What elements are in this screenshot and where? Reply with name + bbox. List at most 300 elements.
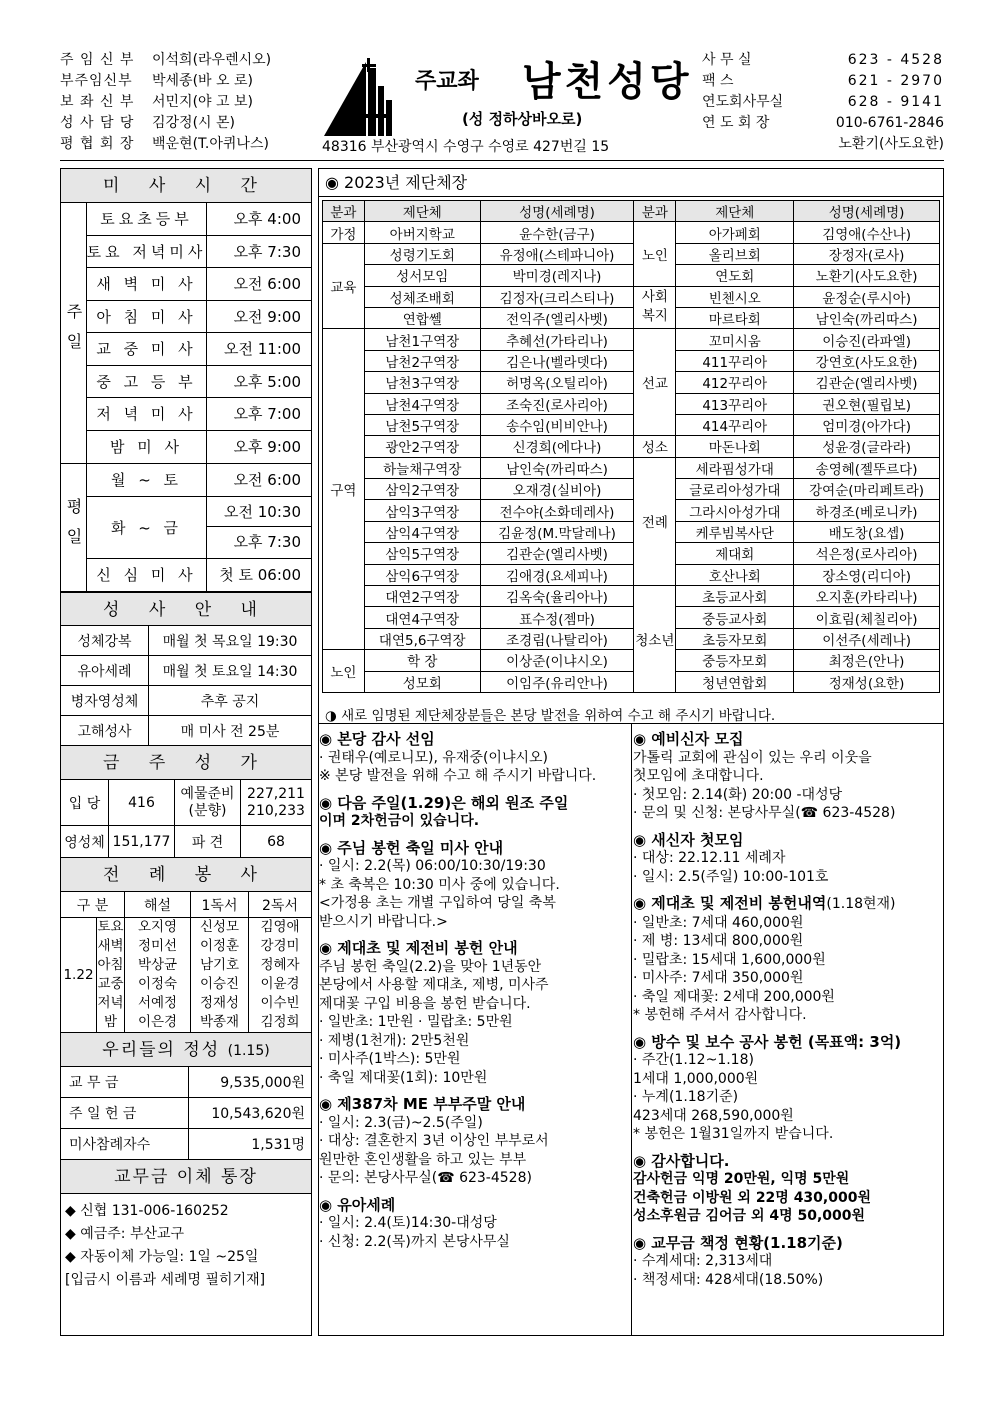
sacrament-name: 고해성사 [61, 716, 149, 745]
group-cell: 호산나회 [676, 564, 794, 585]
appointments-box [318, 168, 944, 724]
group-cell: 글로리아성가대 [676, 479, 794, 500]
leader-cell: 김애경(요세피나) [480, 564, 634, 585]
contact-value: 623 - 4528 [847, 52, 944, 68]
liturgy-cell: 강경미 [260, 938, 300, 954]
leader-cell: 김옥숙(율리아나) [480, 586, 634, 607]
leader-cell: 전수야(소화데레사) [480, 500, 634, 521]
notice-line: 감사헌금 익명 20만원, 익명 5만원 [633, 1171, 850, 1187]
liturgy-cell: 오지영 [125, 918, 191, 937]
division-cell: 선교 [634, 329, 676, 436]
notice-line: 원만한 혼인생활을 하고 있는 부부 [319, 1151, 527, 1168]
liturgy-cell: 교중 [97, 976, 124, 992]
account-line: ◆ 자동이체 가능일: 1일 ~25일 [65, 1249, 259, 1265]
mass-name: 토요 저녁미사 [87, 236, 207, 268]
leader-cell: 남인숙(까리따스) [480, 457, 634, 478]
liturgy-cell: 이수빈 [260, 995, 300, 1011]
notice-line: ※ 본당 발전을 위해 수고 해 주시기 바랍니다. [319, 768, 597, 784]
notice-heading [319, 839, 629, 858]
leader-cell: 김관순(엘리사벳) [480, 543, 634, 564]
leader-cell: 이상준(이냐시오) [480, 650, 634, 671]
donation-row [61, 1129, 311, 1160]
notice-heading [633, 1152, 945, 1171]
leader-cell: 박미경(레지나) [480, 265, 634, 286]
mass-time: 오후 7:30 [233, 242, 301, 261]
sacrament-value: 매월 첫 목요일 19:30 [162, 633, 298, 650]
group-cell: 꼬미시움 [676, 329, 794, 350]
leader-cell: 표수정(젬마) [480, 607, 634, 628]
notice-heading [633, 831, 945, 850]
sacrament-title: 성 사 안 내 [61, 592, 311, 626]
notice-heading [633, 1033, 945, 1052]
group-cell: 남천1구역장 [364, 329, 480, 350]
liturgy-cell: 정재성 [191, 994, 249, 1013]
contact-value: 628 - 9141 [847, 94, 944, 110]
donation-value: 10,543,620원 [211, 1106, 305, 1122]
sacrament-name: 병자영성체 [61, 686, 149, 715]
group-cell: 성서모임 [364, 265, 480, 286]
staff-name: 이석희(라우렌시오) [152, 52, 272, 68]
group-cell: 마돈나회 [676, 436, 794, 457]
mass-row [87, 203, 311, 236]
notice-line: · 신청: 2.2(목)까지 본당사무실 [319, 1233, 510, 1250]
liturgy-table: 1.22 토요 오지영 신성모 김영애 새벽 정미선 이정훈 강경미 아침 박상균 남기호 정혜자 교중 이정숙 이승진 이윤경 저녁 서예정 정재성 이수빈 밤 이은경 박종재 김정희 [61, 918, 311, 1033]
leader-cell: 유정애(스테파니아) [480, 243, 634, 264]
liturgy-cell: 김정희 [260, 1014, 300, 1030]
leader-cell: 남인숙(까리따스) [794, 307, 940, 328]
liturgy-title: 전 례 봉 사 [61, 858, 311, 892]
leader-cell: 노환기(사도요한) [794, 265, 940, 286]
notice-heading [319, 794, 629, 813]
notice-heading-text: ◉ 교무금 책정 현황(1.18기준) [633, 1233, 843, 1252]
group-cell: 성령기도회 [364, 243, 480, 264]
sacrament-value: 매월 첫 토요일 14:30 [162, 663, 298, 680]
group-cell: 대연4구역장 [364, 607, 480, 628]
notice-item [633, 894, 945, 1025]
header [60, 50, 944, 160]
weekday-label: 평일 [61, 464, 87, 591]
notice-heading-text: ◉ 예비신자 모집 [633, 730, 744, 748]
mass-name: 중 고 등 부 [87, 366, 207, 398]
notice-line: 본당에서 사용할 제대초, 제병, 미사주 [319, 977, 549, 993]
liturgy-cell: 새벽 [97, 938, 124, 954]
contact-value: 010-6761-2846 [835, 115, 944, 131]
mass-row [87, 268, 311, 301]
mass-row: 신 심 미 사 첫 토 06:00 [87, 559, 311, 592]
liturgy-cell: 이은경 [125, 1013, 191, 1032]
mass-row [87, 301, 311, 334]
hymn-title: 금 주 성 가 [61, 746, 311, 780]
mass-time: 오후 7:00 [233, 405, 301, 424]
division-cell: 성소 [634, 436, 676, 457]
liturgy-cell: 박종재 [191, 1013, 249, 1032]
appointments-header: 분과 [634, 201, 676, 222]
mass-name: 저 녁 미 사 [87, 398, 207, 430]
notice-line: · 대상: 22.12.11 세례자 [633, 850, 786, 866]
leader-cell: 강연호(사도요한) [794, 350, 940, 371]
group-cell: 남천2구역장 [364, 350, 480, 371]
leader-cell: 김은나(벨라뎃다) [480, 350, 634, 371]
notice-line: · 권태우(예로니모), 유재중(이냐시오) [319, 749, 548, 766]
notice-heading-text: ◉ 제대초 및 제전비 봉헌내역 [633, 894, 827, 912]
contact-label: 연 도 회 장 [702, 115, 770, 131]
group-cell: 그라시아성가대 [676, 500, 794, 521]
notice-line: · 미사주: 7세대 350,000원 [633, 970, 804, 986]
notice-heading [319, 1196, 629, 1215]
notice-line: 받으시기 바랍니다.> [319, 913, 448, 930]
staff-name: 박세종(바 오 로) [152, 73, 253, 89]
group-cell: 삼익6구역장 [364, 564, 480, 585]
notice-line: · 일반초: 1만원 · 밀랍초: 5만원 [319, 1014, 513, 1030]
leader-cell: 윤정순(루시아) [794, 286, 940, 307]
notice-item [319, 1196, 629, 1252]
account-line: ◆ 신협 131-006-160252 [65, 1203, 229, 1219]
mass-name: 토요초등부 [87, 203, 207, 235]
notice-heading-text: ◉ 유아세례 [319, 1195, 396, 1214]
sacrament-row [61, 656, 311, 686]
leader-cell: 오지훈(카타리나) [794, 586, 940, 607]
donation-title: 우리들의 정성 (1.15) [61, 1033, 311, 1067]
group-cell: 광안2구역장 [364, 436, 480, 457]
appointments-header: 성명(세례명) [794, 201, 940, 222]
group-cell: 연도회 [676, 265, 794, 286]
group-cell: 413꾸리아 [676, 393, 794, 414]
mass-name: 아 침 미 사 [87, 301, 207, 333]
notice-heading-text: ◉ 제387차 ME 부부주말 안내 [319, 1095, 526, 1113]
leader-cell: 장정자(로사) [794, 243, 940, 264]
appointments-title: ◉ 2023년 제단체장 [319, 169, 943, 197]
group-cell: 중등교사회 [676, 607, 794, 628]
staff-role: 평 협 회 장 [60, 136, 135, 152]
notice-line: · 누계(1.18기준) [633, 1089, 739, 1105]
group-cell: 남천4구역장 [364, 393, 480, 414]
appointments-note: ◑ 새로 임명된 제단체장분들은 본당 발전을 위하여 수고 해 주시기 바랍니다. [325, 708, 776, 724]
staff-name: 김강정(시 몬) [152, 115, 235, 131]
header-divider [60, 160, 944, 161]
notice-line: * 봉헌은 1월31일까지 받습니다. [633, 1126, 834, 1142]
contact-row [702, 50, 944, 71]
leader-cell: 김관순(엘리사벳) [794, 372, 940, 393]
group-cell: 삼익2구역장 [364, 479, 480, 500]
account-title: 교무금 이체 통장 [61, 1160, 311, 1194]
sacrament-value: 추후 공지 [200, 693, 260, 710]
notices-divider [631, 724, 632, 1336]
contact-label: 연도회사무실 [702, 94, 784, 110]
notice-line: 주님 봉헌 축일(2.2)을 맞아 1년동안 [319, 958, 542, 975]
leader-cell: 허명옥(오틸리아) [480, 372, 634, 393]
notice-heading-text: ◉ 방수 및 보수 공사 봉헌 (목표액: 3억) [633, 1032, 902, 1051]
staff-role: 주 임 신 부 [60, 52, 135, 68]
notice-item [633, 1234, 945, 1290]
group-cell: 하늘채구역장 [364, 457, 480, 478]
leader-cell: 오재경(실비아) [480, 479, 634, 500]
notice-heading [633, 730, 945, 749]
contact-label: 팩 스 [702, 73, 734, 89]
liturgy-cell: 남기호 [191, 956, 249, 975]
notice-line: · 일시: 2.3(금)~2.5(주일) [319, 1114, 483, 1131]
leader-cell: 석은정(로사리아) [794, 543, 940, 564]
appointments-header: 제단체 [676, 201, 794, 222]
group-cell: 마르타회 [676, 307, 794, 328]
liturgy-cell: 이윤경 [260, 976, 300, 992]
notice-item [319, 794, 629, 831]
staff-name: 서민지(야 고 보) [152, 94, 253, 110]
leader-cell: 정재성(요한) [794, 671, 940, 692]
contact-value: 621 - 2970 [847, 73, 944, 89]
division-cell: 청소년 [634, 586, 676, 693]
mass-row: 월 ~ 토 오전 6:00 [87, 464, 311, 497]
leader-cell: 조숙진(로사리아) [480, 393, 634, 414]
staff-role: 성 사 담 당 [60, 115, 135, 131]
liturgy-cell: 밤 [97, 1013, 125, 1032]
leader-cell: 이승진(라파엘) [794, 329, 940, 350]
notice-heading [319, 939, 629, 958]
staff-row [60, 71, 310, 92]
weekday-mass-block [61, 464, 311, 592]
notice-line: · 밀랍초: 15세대 1,600,000원 [633, 951, 826, 968]
group-cell: 케루빔복사단 [676, 521, 794, 542]
notice-item [319, 1095, 629, 1188]
notice-line: · 대상: 결혼한지 3년 이상인 부부로서 [319, 1133, 549, 1149]
mass-row [87, 333, 311, 366]
sacrament-row [61, 686, 311, 716]
contact-row [702, 92, 944, 113]
division-cell: 교육 [323, 243, 365, 329]
notice-heading-text: ◉ 주님 봉헌 축일 미사 안내 [319, 838, 504, 857]
notice-line: 성소후원금 김어금 외 4명 50,000원 [633, 1208, 866, 1224]
division-cell: 전례 [634, 457, 676, 585]
donation-name: 주 일 헌 금 [61, 1098, 189, 1128]
account-line: ◆ 예금주: 부산교구 [65, 1226, 185, 1242]
parish-address: 48316 부산광역시 수영구 수영로 427번길 15 [322, 139, 610, 155]
liturgy-cell: 박상균 [125, 956, 191, 975]
liturgy-header: 1독서 [191, 892, 249, 917]
sunday-mass-block [61, 203, 311, 464]
liturgy-row [97, 956, 311, 975]
appointments-header: 성명(세례명) [480, 201, 634, 222]
group-cell: 청년연합회 [676, 671, 794, 692]
staff-row [60, 92, 310, 113]
appointments-table [322, 200, 940, 693]
group-cell: 초등교사회 [676, 586, 794, 607]
left-column [60, 168, 312, 1336]
sacrament-row [61, 716, 311, 746]
mass-name: 밤 미 사 [87, 431, 207, 464]
donation-row [61, 1098, 311, 1129]
leader-cell: 김영애(수산나) [794, 222, 940, 243]
mass-row [87, 398, 311, 431]
notice-line: 423세대 268,590,000원 [633, 1107, 794, 1124]
mass-time: 오후 4:00 [233, 210, 301, 229]
liturgy-row [97, 918, 311, 937]
notice-line: · 일시: 2.4(토)14:30-대성당 [319, 1215, 497, 1231]
notice-heading [319, 730, 629, 749]
notices-right [633, 730, 945, 1297]
leader-cell: 권오현(필립보) [794, 393, 940, 414]
notice-line: 1세대 1,000,000원 [633, 1070, 759, 1087]
group-cell: 성체조배회 [364, 286, 480, 307]
group-cell: 아버지학교 [364, 222, 480, 243]
mass-row [87, 236, 311, 269]
division-cell: 노인 [323, 650, 365, 693]
notice-line: · 일시: 2.2(목) 06:00/10:30/19:30 [319, 858, 546, 874]
notice-line: · 축일 제대꽃: 2세대 200,000원 [633, 988, 835, 1005]
contact-list [702, 50, 944, 155]
group-cell: 411꾸리아 [676, 350, 794, 371]
notice-line: · 일시: 2.5(주일) 10:00-101호 [633, 868, 829, 885]
group-cell: 남천3구역장 [364, 372, 480, 393]
notice-item [633, 1152, 945, 1226]
sunday-label: 주일 [61, 203, 87, 463]
staff-list [60, 50, 310, 155]
leader-cell: 전익주(엘리사벳) [480, 307, 634, 328]
leader-cell: 장소영(리디아) [794, 564, 940, 585]
group-cell: 남천5구역장 [364, 414, 480, 435]
notice-line: 이며 2차헌금이 있습니다. [319, 813, 480, 829]
mass-row [87, 431, 311, 464]
leader-cell: 김윤정(M.막달레나) [480, 521, 634, 542]
notice-line: * 봉헌해 주셔서 감사합니다. [633, 1007, 807, 1023]
leader-cell: 강여순(마리페트라) [794, 479, 940, 500]
leader-cell: 신경희(에다나) [480, 436, 634, 457]
notice-line: · 수계세대: 2,313세대 [633, 1253, 773, 1269]
liturgy-cell: 이승진 [191, 975, 249, 994]
mass-time: 오전 11:00 [224, 340, 301, 359]
liturgy-header: 2독서 [262, 897, 298, 914]
notice-line: 가톨릭 교회에 관심이 있는 우리 이웃을 [633, 749, 872, 766]
notice-line: · 첫모임: 2.14(화) 20:00 -대성당 [633, 786, 843, 803]
notice-heading-text: ◉ 본당 감사 선임 [319, 730, 435, 748]
notice-item [319, 839, 629, 932]
liturgy-header: 해설 [125, 892, 191, 917]
group-cell: 세라핌성가대 [676, 457, 794, 478]
mass-time: 오전 6:00 [233, 275, 301, 294]
group-cell: 연합쎌 [364, 307, 480, 328]
hymn-row: 영성체 151,177 파 견 68 [61, 826, 311, 858]
division-cell: 사회 복지 [634, 286, 676, 329]
mass-name: 교 중 미 사 [87, 333, 207, 365]
parish-patron: (성 정하상바오로) [462, 110, 583, 128]
liturgy-cell: 아침 [97, 957, 124, 973]
liturgy-cell: 김영애 [260, 919, 300, 935]
group-cell: 대연5,6구역장 [364, 628, 480, 649]
notice-heading-text: ◉ 새신자 첫모임 [633, 830, 744, 849]
leader-cell: 하경조(베로니카) [794, 500, 940, 521]
leader-cell: 이임주(유리안나) [480, 671, 634, 692]
notice-heading-text: ◉ 제대초 및 제전비 봉헌 안내 [319, 939, 518, 957]
notice-heading-text: ◉ 다음 주일(1.29)은 해외 원조 주일 [319, 793, 569, 812]
group-cell: 중등자모회 [676, 650, 794, 671]
contact-label: 사 무 실 [702, 52, 752, 68]
liturgy-cell: 이정숙 [125, 975, 191, 994]
donation-row [61, 1067, 311, 1098]
leader-cell: 엄미경(아가다) [794, 414, 940, 435]
contact-row [702, 134, 944, 155]
group-cell: 삼익4구역장 [364, 521, 480, 542]
notice-line: · 제병(1천개): 2만5천원 [319, 1032, 470, 1049]
liturgy-cell: 토요 [97, 919, 124, 935]
mass-time: 오후 5:00 [233, 372, 301, 391]
contact-value: 노환기(사도요한) [838, 136, 944, 152]
mass-time: 오전 9:00 [233, 307, 301, 326]
leader-cell: 이선주(세레나) [794, 628, 940, 649]
notice-line: · 문의: 본당사무실(☎ 623-4528) [319, 1170, 532, 1186]
sacrament-name: 성체강복 [61, 626, 149, 655]
group-cell: 아가페회 [676, 222, 794, 243]
division-cell: 구역 [323, 329, 365, 650]
group-cell: 대연2구역장 [364, 586, 480, 607]
account-line: [입금시 이름과 세례명 필히기재] [65, 1272, 266, 1288]
group-cell: 성모회 [364, 671, 480, 692]
notice-line: · 주간(1.12~1.18) [633, 1052, 754, 1068]
liturgy-cell: 정혜자 [260, 957, 300, 973]
group-cell: 학 장 [364, 650, 480, 671]
mass-row [87, 366, 311, 399]
notice-line: · 일반초: 7세대 460,000원 [633, 914, 804, 931]
group-cell: 제대회 [676, 543, 794, 564]
parish-prefix: 주교좌 [415, 69, 479, 94]
notice-line: · 미사주(1박스): 5만원 [319, 1051, 461, 1067]
notice-line: · 제 병: 13세대 800,000원 [633, 933, 804, 949]
staff-role: 부주임신부 [60, 73, 133, 89]
leader-cell: 배도창(요셉) [794, 521, 940, 542]
group-cell: 414꾸리아 [676, 414, 794, 435]
leader-cell: 이효림(체칠리아) [794, 607, 940, 628]
liturgy-cell: 이정훈 [191, 937, 249, 956]
division-cell: 가정 [323, 222, 365, 243]
donation-name: 미사참례자수 [61, 1129, 189, 1159]
group-cell: 빈첸시오 [676, 286, 794, 307]
donation-value: 1,531명 [251, 1137, 305, 1153]
leader-cell: 최정은(안나) [794, 650, 940, 671]
notice-heading-suffix: (1.18현재) [826, 896, 896, 912]
liturgy-row [97, 1013, 311, 1032]
leader-cell: 송영혜(젤뚜르다) [794, 457, 940, 478]
staff-row [60, 113, 310, 134]
appointments-header: 분과 [323, 201, 365, 222]
group-cell: 삼익5구역장 [364, 543, 480, 564]
division-cell: 노인 [634, 222, 676, 286]
notice-item [633, 831, 945, 887]
liturgy-row [97, 994, 311, 1013]
leader-cell: 조경림(나탈리아) [480, 628, 634, 649]
notice-line: 제대꽃 구입 비용을 봉헌 받습니다. [319, 995, 531, 1012]
staff-row [60, 134, 310, 155]
group-cell: 초등자모회 [676, 628, 794, 649]
notice-line: 건축헌금 이방원 외 22명 430,000원 [633, 1189, 871, 1206]
liturgy-cell: 서예정 [125, 994, 191, 1013]
sacrament-value: 매 미사 전 25분 [180, 723, 280, 740]
leader-cell: 성윤경(글라라) [794, 436, 940, 457]
notice-line: 첫모임에 초대합니다. [633, 768, 764, 784]
leader-cell: 송수임(비비안나) [480, 414, 634, 435]
appointments-header: 제단체 [364, 201, 480, 222]
notice-line: <가정용 초는 개별 구입하여 당일 축복 [319, 895, 556, 911]
group-cell: 올리브회 [676, 243, 794, 264]
notice-item [633, 730, 945, 823]
mass-time: 오후 9:00 [233, 438, 301, 457]
mass-name: 새 벽 미 사 [87, 268, 207, 300]
liturgy-row [97, 937, 311, 956]
notice-item [319, 730, 629, 786]
notice-heading [319, 1095, 629, 1114]
leader-cell: 추혜선(가타리나) [480, 329, 634, 350]
group-cell: 삼익3구역장 [364, 500, 480, 521]
liturgy-cell: 신성모 [191, 918, 249, 937]
leader-cell: 윤수한(금구) [480, 222, 634, 243]
mass-row: 화 ~ 금 오전 10:30 오후 7:30 [87, 497, 311, 559]
sacrament-name: 유아세례 [61, 656, 149, 685]
